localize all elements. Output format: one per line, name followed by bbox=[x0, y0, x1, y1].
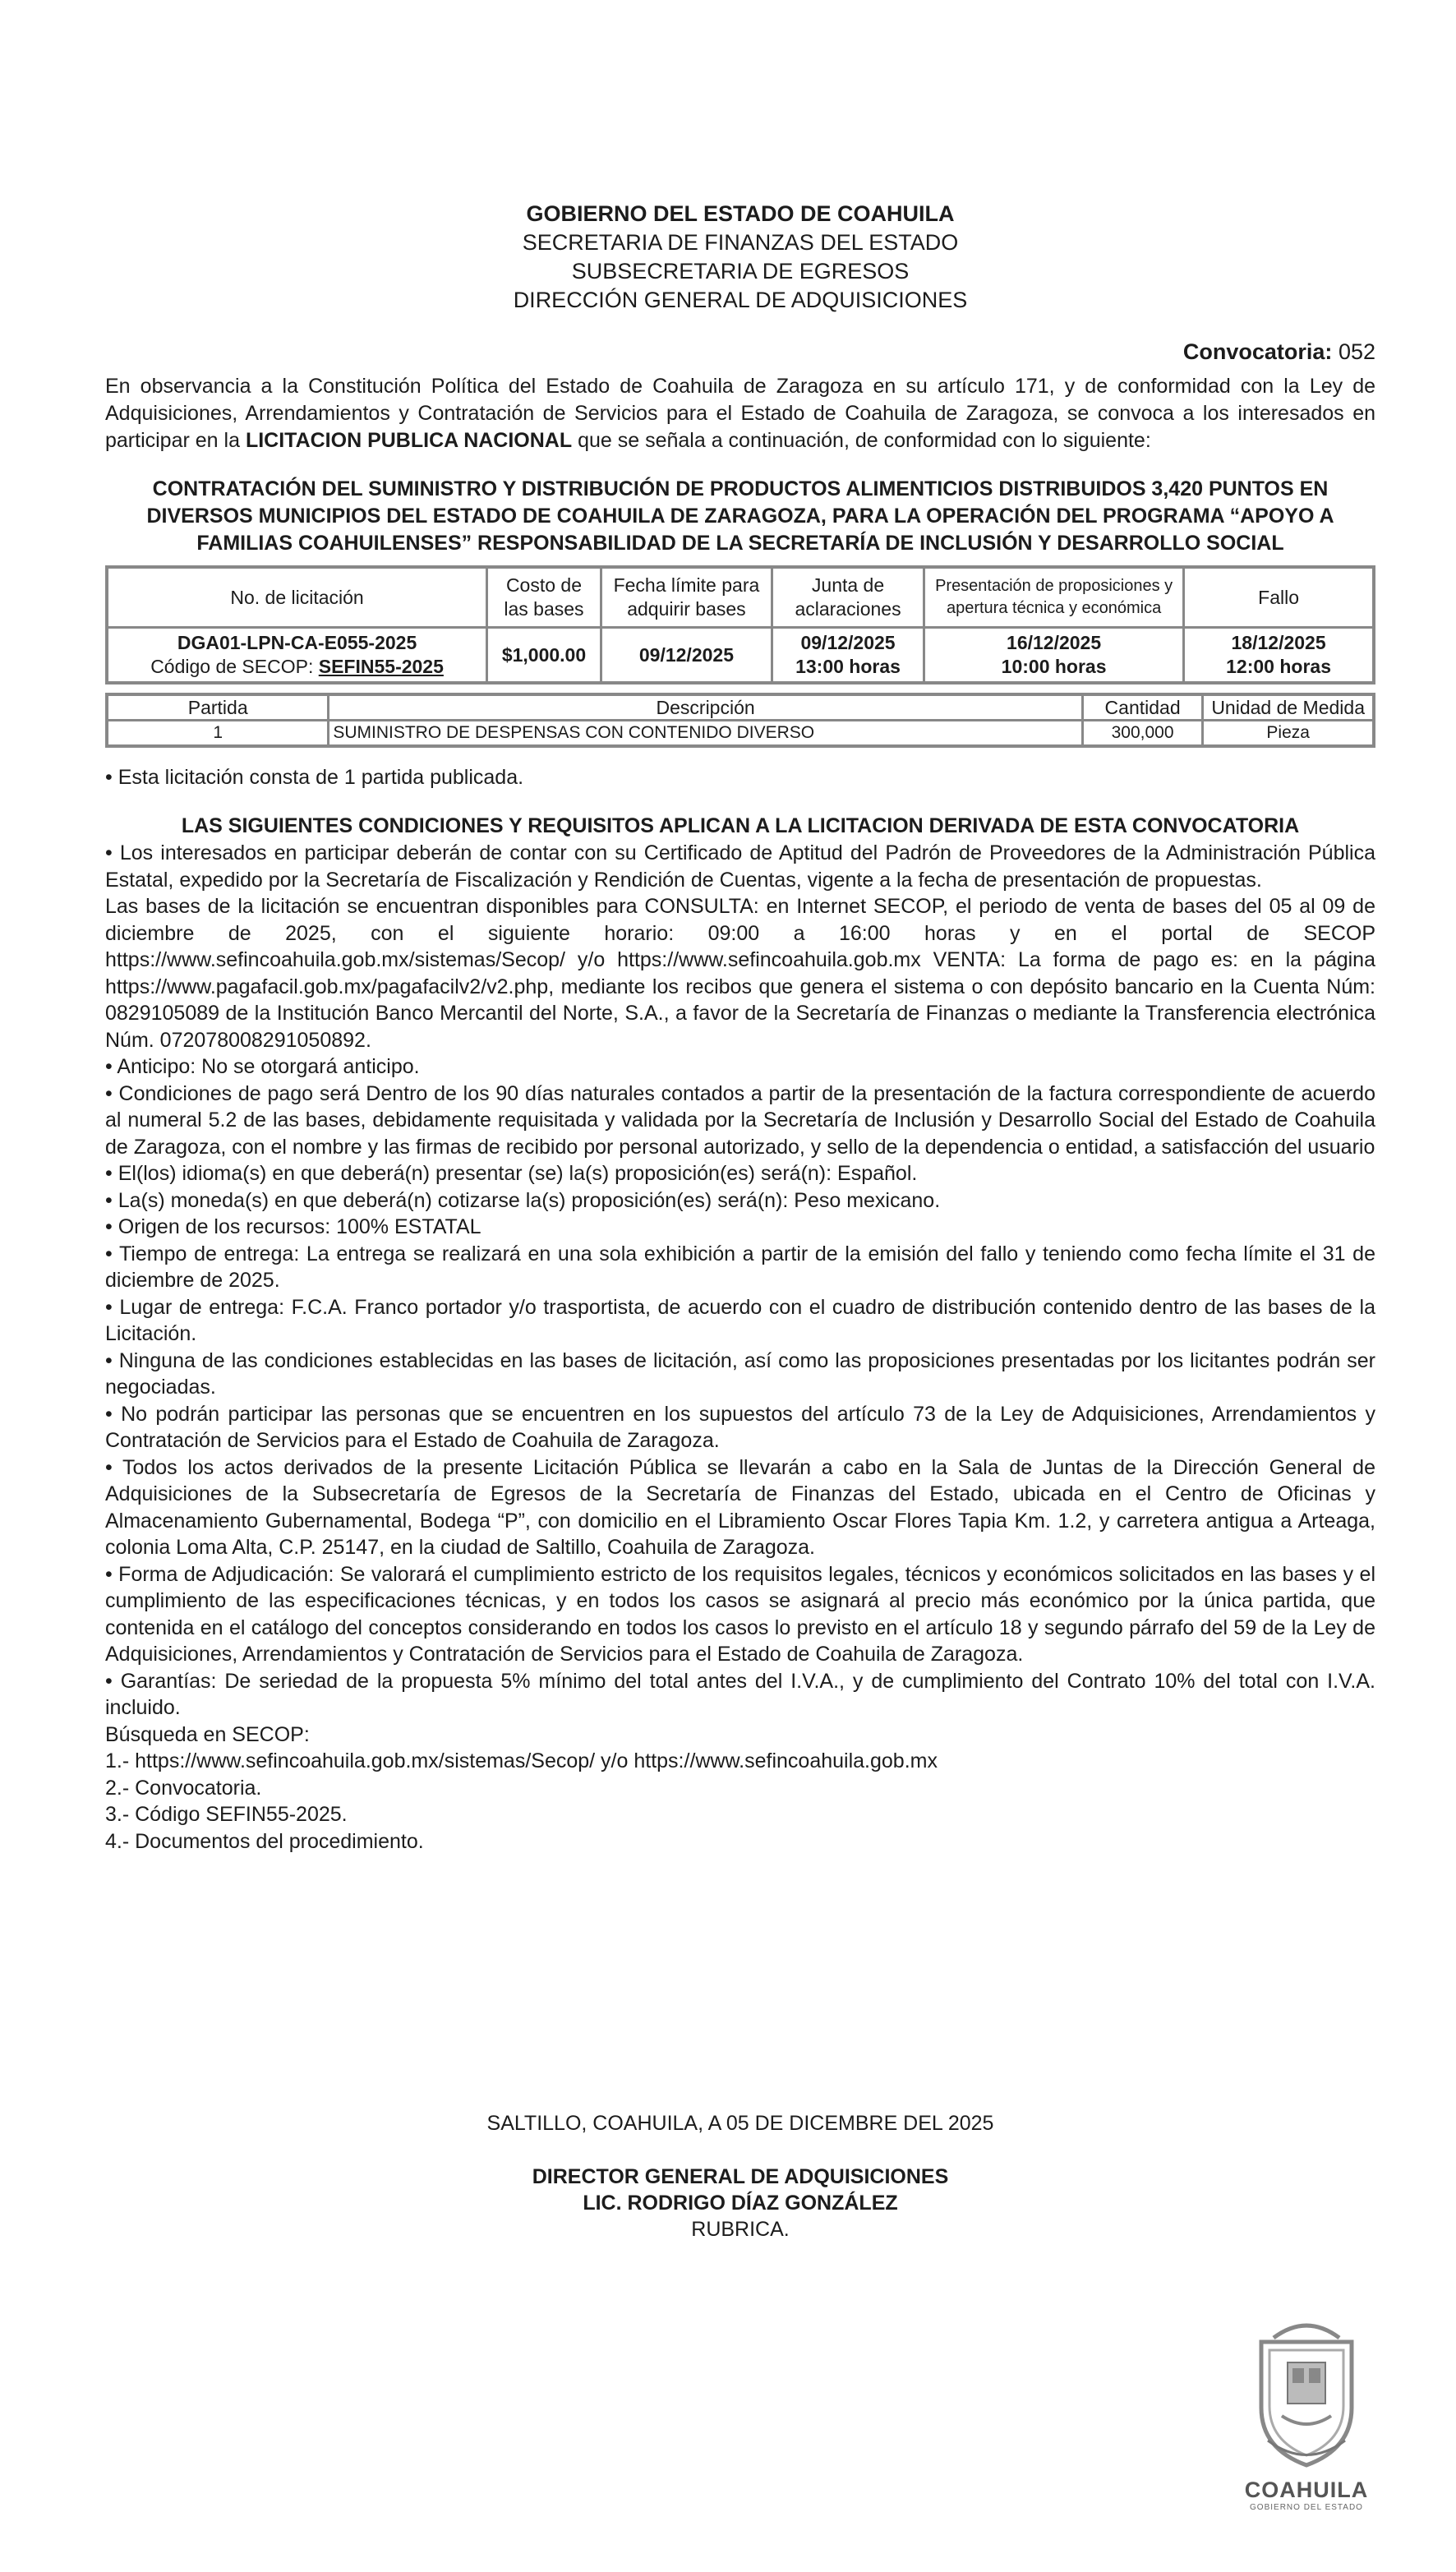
logo-subtitle: GOBIERNO DEL ESTADO bbox=[1250, 2503, 1363, 2512]
items-table bbox=[105, 693, 1375, 748]
header-direccion: DIRECCIÓN GENERAL DE ADQUISICIONES bbox=[513, 288, 968, 312]
table-row bbox=[107, 628, 1374, 684]
signature-block bbox=[105, 2110, 1375, 2242]
col-unidad: Unidad de Medida bbox=[1203, 694, 1374, 721]
list-item: • El(los) idioma(s) en que deberá(n) presentar (se) la(s) proposición(es) será(n): Español. bbox=[105, 1162, 918, 1185]
cell-fallo bbox=[1184, 628, 1374, 684]
signer-position: DIRECTOR GENERAL DE ADQUISICIONES bbox=[532, 2165, 949, 2188]
convocatoria-number: 052 bbox=[1338, 339, 1375, 364]
col-licitacion: No. de licitación bbox=[107, 567, 487, 628]
list-item: • Condiciones de pago será Dentro de los 90 días naturales contados a partir de la presentación de la factura correspondiente de acuerdo al numeral 5.2 de las bases, debidamente requisitada y validada por la Secretaría de Inclusión y Desarrollo Social del Estado de Coahuila de Zaragoza, con el nombre y las firmas de recibido por personal autorizado, y sello de la dependencia o entidad, a satisfacción del usuario bbox=[105, 1081, 1375, 1159]
cell-descripcion: SUMINISTRO DE DESPENSAS CON CONTENIDO DIVERSO bbox=[329, 721, 1083, 747]
header-secretaria: SECRETARIA DE FINANZAS DEL ESTADO bbox=[522, 230, 959, 255]
signer-name: LIC. RODRIGO DÍAZ GONZÁLEZ bbox=[583, 2192, 898, 2215]
header-subsecretaria: SUBSECRETARIA DE EGRESOS bbox=[571, 259, 910, 283]
cell-presentacion bbox=[924, 628, 1184, 684]
col-presentacion: Presentación de proposiciones y apertura técnica y económica bbox=[924, 567, 1184, 628]
col-cantidad: Cantidad bbox=[1082, 694, 1202, 721]
document-header bbox=[105, 200, 1375, 315]
intro-bold: LICITACION PUBLICA NACIONAL bbox=[245, 429, 573, 452]
list-item: • Origen de los recursos: 100% ESTATAL bbox=[105, 1215, 481, 1238]
coahuila-logo bbox=[1237, 2317, 1375, 2512]
secop-line bbox=[112, 655, 482, 679]
list-item: • Lugar de entrega: F.C.A. Franco portador y/o trasportista, de acuerdo con el cuadro de distribución contenido dentro de las bases de la Licitación. bbox=[105, 1295, 1375, 1345]
presentacion-fecha: 16/12/2025 bbox=[1007, 632, 1102, 653]
table-row bbox=[107, 721, 1374, 747]
conditions-title: LAS SIGUIENTES CONDICIONES Y REQUISITOS APLICAN A LA LICITACION DERIVADA DE ESTA CONVOCATORIA bbox=[181, 814, 1300, 837]
table-header-row bbox=[107, 567, 1374, 628]
list-item: • Anticipo: No se otorgará anticipo. bbox=[105, 1055, 420, 1078]
cell-junta bbox=[772, 628, 924, 684]
fallo-hora: 12:00 horas bbox=[1226, 656, 1331, 677]
intro-text-1: En observancia a la Constitución Política del Estado de Coahuila de Zaragoza en su artículo 171, y de conformidad con la Ley de Adquisiciones, Arrendamientos y Contratación de Servicios para el Estado de Coahuila de Zaragoza, se convoca a los interesados en participar en la bbox=[105, 375, 1375, 452]
licitacion-number: DGA01-LPN-CA-E055-2025 bbox=[177, 632, 417, 653]
list-item: Búsqueda en SECOP: bbox=[105, 1722, 310, 1746]
cell-cantidad: 300,000 bbox=[1082, 721, 1202, 747]
convocatoria-line bbox=[105, 339, 1375, 365]
list-item: 4.- Documentos del procedimiento. bbox=[105, 1829, 424, 1853]
cell-fecha-limite: 09/12/2025 bbox=[601, 628, 772, 684]
list-item: • Los interesados en participar deberán de contar con su Certificado de Aptitud del Padrón de Proveedores de la Administración Pública Estatal, expedido por la Secretaría de Fiscalización y Rendición de Cuentas, vigente a la fecha de presentación de propuestas. bbox=[105, 841, 1375, 892]
secop-label: Código de SECOP: bbox=[150, 656, 319, 677]
logo-wordmark: COAHUILA bbox=[1244, 2478, 1369, 2502]
secop-code: SEFIN55-2025 bbox=[318, 656, 444, 677]
tender-title: CONTRATACIÓN DEL SUMINISTRO Y DISTRIBUCIÓN DE PRODUCTOS ALIMENTICIOS DISTRIBUIDOS 3,420 PUNTOS EN DIVERSOS MUNICIPIOS DEL ESTADO DE COAHUILA DE ZARAGOZA, PARA LA OPERACIÓN DEL PROGRAMA “APOYO A FAMILIAS COAHUILENSES” RESPONSABILIDAD DE LA SECRETARÍA DE INCLUSIÓN Y DESARROLLO SOCIAL bbox=[146, 477, 1334, 555]
col-partida: Partida bbox=[107, 694, 329, 721]
list-item: • Garantías: De seriedad de la propuesta 5% mínimo del total antes del I.V.A., y de cumplimiento del Contrato 10% del total con I.V.A. incluido. bbox=[105, 1669, 1375, 1719]
list-item: 3.- Código SEFIN55-2025. bbox=[105, 1803, 348, 1826]
partidas-note: • Esta licitación consta de 1 partida publicada. bbox=[105, 766, 524, 789]
coat-of-arms-icon bbox=[1245, 2317, 1368, 2473]
junta-hora: 13:00 horas bbox=[795, 656, 901, 677]
list-item: 1.- https://www.sefincoahuila.gob.mx/sistemas/Secop/ y/o https://www.sefincoahuila.gob.mx bbox=[105, 1749, 938, 1772]
list-item: • Ninguna de las condiciones establecidas en las bases de licitación, así como las proposiciones presentadas por los licitantes podrán ser negociadas. bbox=[105, 1348, 1375, 1399]
list-item: Las bases de la licitación se encuentran disponibles para CONSULTA: en Internet SECOP, el periodo de venta de bases del 05 al 09 de diciembre de 2025, con el siguiente horario: 09:00 a 16:00 horas y en el portal de SECOP https://www.sefincoahuila.gob.mx/sistemas/Secop/ y/o https://www.sefincoahuila.gob.mx VENTA: La forma de pago es: en la página https://www.pagafacil.gob.mx/pagafacilv2/v2.php, mediante los recibos que genera el sistema o con depósito bancario en la Cuenta Núm: 0829105089 de la Institución Banco Mercantil del Norte, S.A., a favor de la Secretaría de Finanzas o mediante la Transferencia electrónica Núm. 072078008291050892. bbox=[105, 895, 1375, 1052]
cell-licitacion bbox=[107, 628, 487, 684]
list-item: • Forma de Adjudicación: Se valorará el cumplimiento estricto de los requisitos legales, técnicos y económicos solicitados en las bases y el cumplimiento de las especificaciones técnicas, y en todos los casos se asignará al precio más económico por la única partida, que contenida en el catálogo del conceptos considerando en todos los casos lo previsto en el artículo 18 y segundo párrafo del 59 de la Ley de Adquisiciones, Arrendamientos y Contratación de Servicios para el Estado de Coahuila de Zaragoza. bbox=[105, 1562, 1375, 1666]
list-item: • Tiempo de entrega: La entrega se realizará en una sola exhibición a partir de la emisión del fallo y teniendo como fecha límite el 31 de diciembre de 2025. bbox=[105, 1242, 1375, 1292]
col-junta: Junta de aclaraciones bbox=[772, 567, 924, 628]
items-header-row bbox=[107, 694, 1374, 721]
cell-unidad: Pieza bbox=[1203, 721, 1374, 747]
cell-costo: $1,000.00 bbox=[487, 628, 601, 684]
col-fecha-limite: Fecha límite para adquirir bases bbox=[601, 567, 772, 628]
junta-fecha: 09/12/2025 bbox=[800, 632, 896, 653]
conditions-list bbox=[105, 840, 1375, 1855]
list-item: • La(s) moneda(s) en que deberá(n) cotizarse la(s) proposición(es) será(n): Peso mexicano. bbox=[105, 1188, 941, 1212]
header-government: GOBIERNO DEL ESTADO DE COAHUILA bbox=[526, 201, 955, 226]
place-date: SALTILLO, COAHUILA, A 05 DE DICEMBRE DEL 2025 bbox=[486, 2112, 994, 2135]
convocatoria-label: Convocatoria: bbox=[1182, 339, 1333, 364]
list-item: • Todos los actos derivados de la presente Licitación Pública se llevarán a cabo en la Sala de Juntas de la Dirección General de Adquisiciones de la Subsecretaría de Egresos de la Secretaría de Finanzas del Estado, ubicada en el Centro de Oficinas y Almacenamiento Gubernamental, Bodega “P”, con domicilio en el Libramiento Oscar Flores Tapia Km. 1.2, y carretera antigua a Arteaga, colonia Loma Alta, C.P. 25147, en la ciudad de Saltillo, Coahuila de Zaragoza. bbox=[105, 1455, 1375, 1559]
col-costo: Costo de las bases bbox=[487, 567, 601, 628]
intro-paragraph bbox=[105, 373, 1375, 454]
presentacion-hora: 10:00 horas bbox=[1001, 656, 1107, 677]
col-descripcion: Descripción bbox=[329, 694, 1083, 721]
tender-schedule-table bbox=[105, 565, 1375, 684]
list-item: 2.- Convocatoria. bbox=[105, 1776, 262, 1800]
document-page bbox=[105, 0, 1375, 2241]
intro-text-2: que se señala a continuación, de conformidad con lo siguiente: bbox=[572, 429, 1151, 452]
fallo-fecha: 18/12/2025 bbox=[1231, 632, 1326, 653]
col-fallo: Fallo bbox=[1184, 567, 1374, 628]
list-item: • No podrán participar las personas que se encuentren en los supuestos del artículo 73 de la Ley de Adquisiciones, Arrendamientos y Contratación de Servicios para el Estado de Coahuila de Zaragoza. bbox=[105, 1402, 1375, 1452]
cell-partida: 1 bbox=[107, 721, 329, 747]
rubrica: RUBRICA. bbox=[691, 2218, 790, 2241]
